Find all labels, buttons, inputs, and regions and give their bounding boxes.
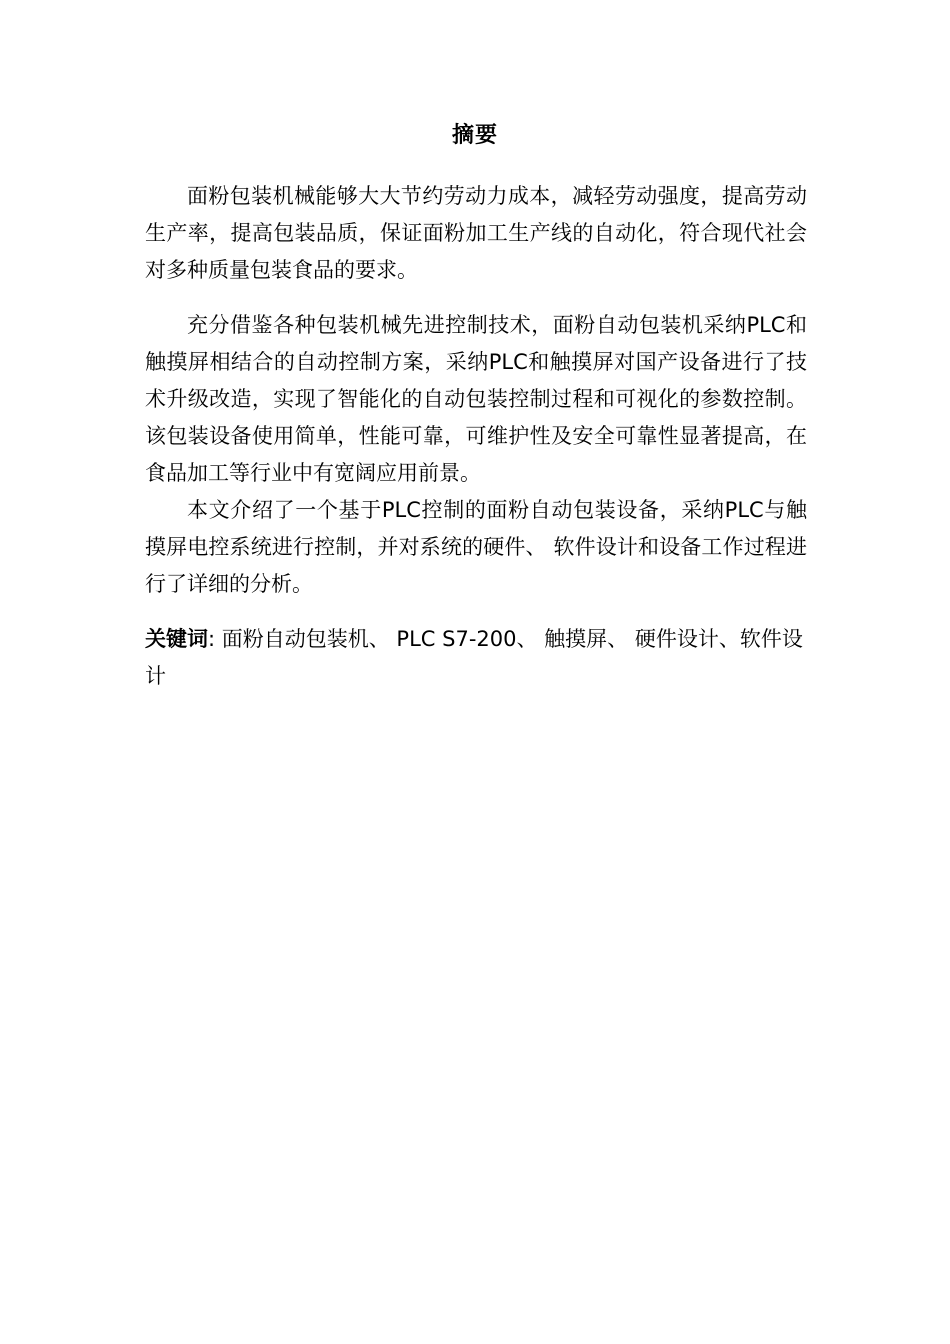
- keywords-line: [145, 621, 807, 695]
- keywords-label: 关键词: [145, 627, 208, 651]
- abstract-body: [145, 178, 807, 695]
- abstract-title: 摘要: [451, 123, 498, 148]
- paragraph-1: 面粉包装机械能够大大节约劳动力成本，减轻劳动强度，提高劳动生产率，提高包装品质，保证面粉加工生产线的自动化，符合现代社会对多种质量包装食品的要求。: [145, 184, 807, 282]
- paragraph-3: 本文介绍了一个基于PLC控制的面粉自动包装设备，采纳PLC与触摸屏电控系统进行控制，并对系统的硬件、 软件设计和设备工作过程进行了详细的分析。: [145, 498, 807, 596]
- paragraph-gap: [145, 289, 807, 307]
- paragraph-2: 充分借鉴各种包装机械先进控制技术，面粉自动包装机采纳PLC和触摸屏相结合的自动控制方案，采纳PLC和触摸屏对国产设备进行了技术升级改造，实现了智能化的自动包装控制过程和可视化的参数控制。该包装设备使用简单，性能可靠，可维护性及安全可靠性显著提高，在食品加工等行业中有宽阔应用前景。: [145, 313, 807, 485]
- keywords-text: : 面粉自动包装机、 PLC S7-200、 触摸屏、 硬件设计、软件设计: [145, 627, 803, 688]
